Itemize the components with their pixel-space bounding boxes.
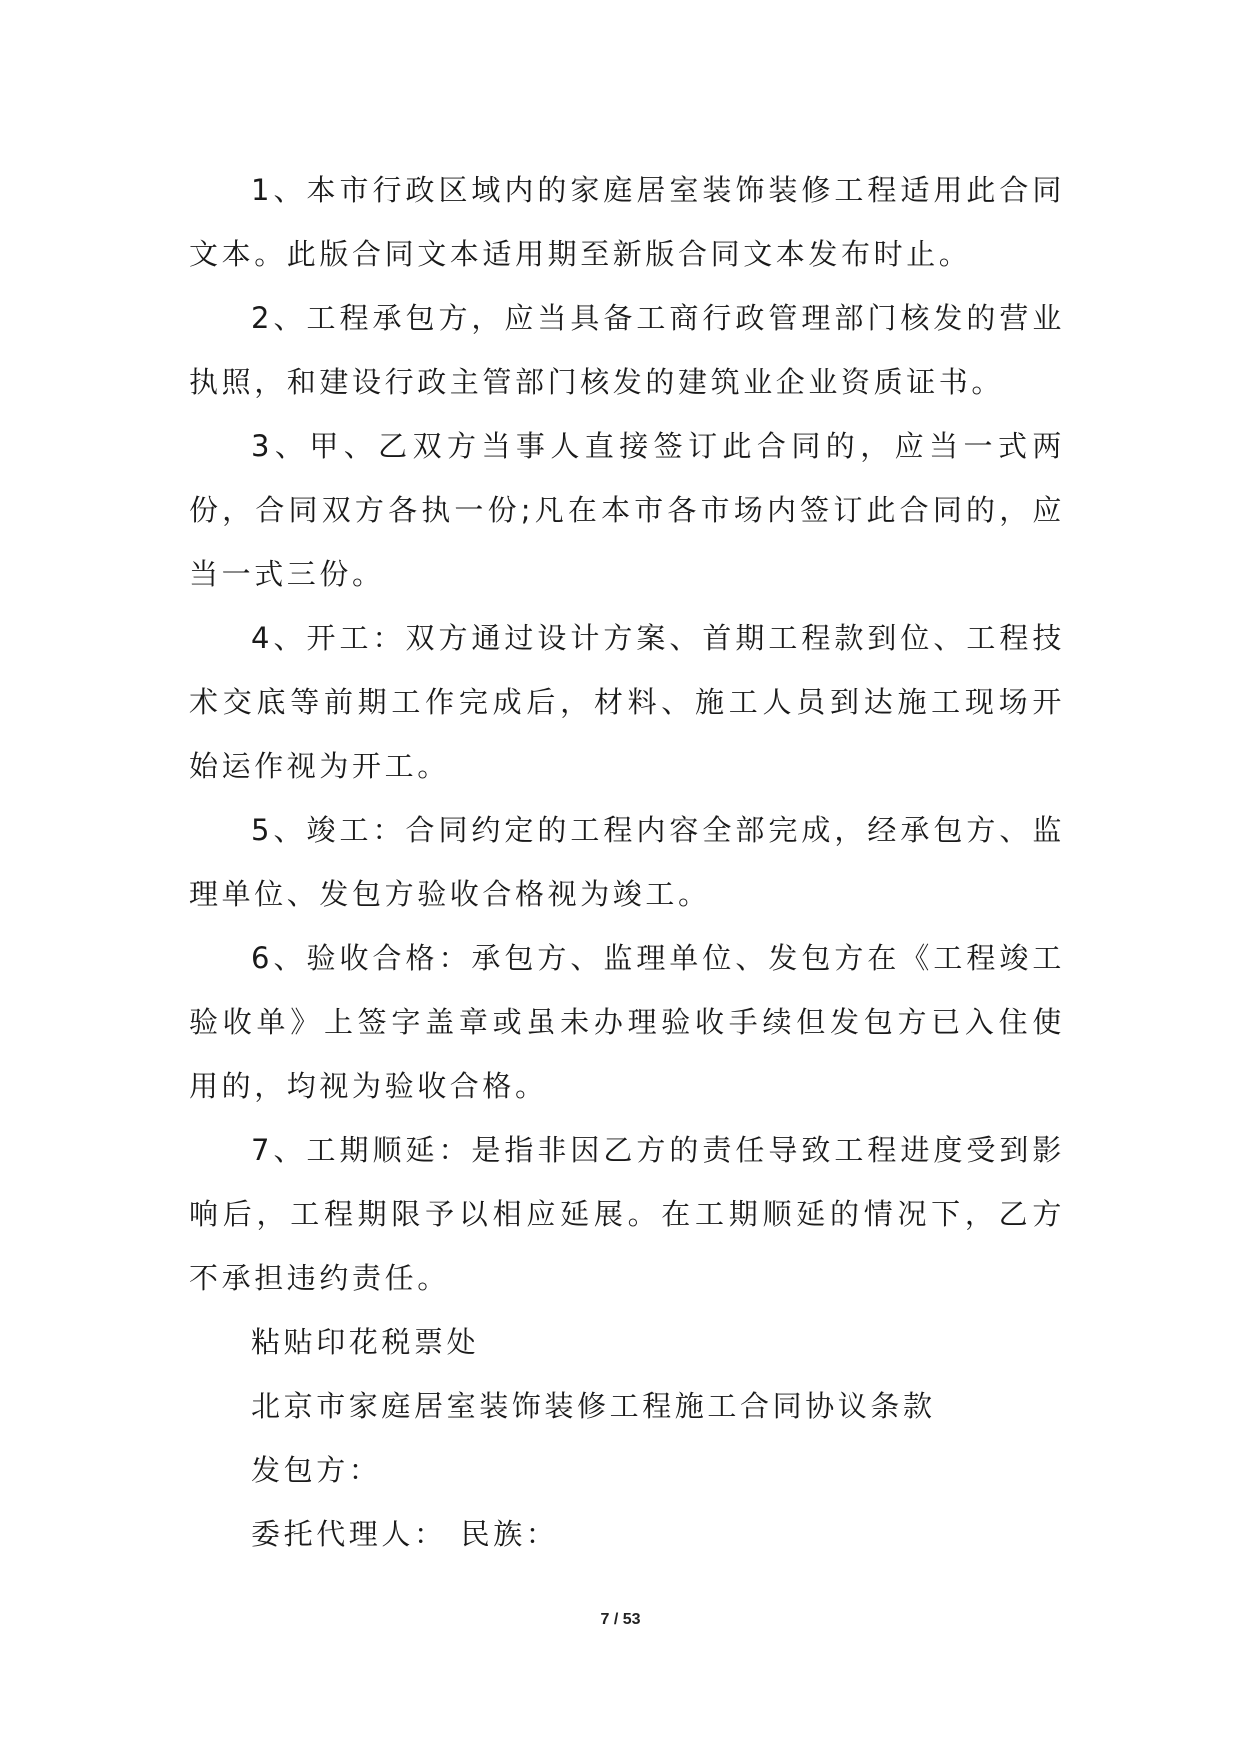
- clause-2: 2、工程承包方，应当具备工商行政管理部门核发的营业执照，和建设行政主管部门核发的建筑业企业资质证书。: [189, 301, 1065, 399]
- agent-label: 委托代理人：: [251, 1517, 447, 1551]
- clause-6: 6、验收合格：承包方、监理单位、发包方在《工程竣工验收单》上签字盖章或虽未办理验收手续但发包方已入住使用的，均视为验收合格。: [189, 941, 1065, 1103]
- clause-3: 3、甲、乙双方当事人直接签订此合同的，应当一式两份，合同双方各执一份;凡在本市各市场内签订此合同的，应当一式三份。: [189, 429, 1065, 591]
- stamp-note: 粘贴印花税票处: [251, 1325, 480, 1359]
- clause-5: 5、竣工：合同约定的工程内容全部完成，经承包方、监理单位、发包方验收合格视为竣工。: [189, 813, 1065, 911]
- clause-7: 7、工期顺延：是指非因乙方的责任导致工程进度受到影响后，工程期限予以相应延展。在工期顺延的情况下，乙方不承担违约责任。: [189, 1133, 1065, 1295]
- agreement-title: 北京市家庭居室装饰装修工程施工合同协议条款: [251, 1389, 936, 1423]
- page-indicator: 7 / 53: [600, 1611, 641, 1628]
- ethnicity-label: 民族：: [460, 1517, 559, 1551]
- client-label: 发包方：: [251, 1453, 382, 1487]
- clause-4: 4、开工：双方通过设计方案、首期工程款到位、工程技术交底等前期工作完成后，材料、施工人员到达施工现场开始运作视为开工。: [189, 621, 1065, 783]
- clause-1: 1、本市行政区域内的家庭居室装饰装修工程适用此合同文本。此版合同文本适用期至新版合同文本发布时止。: [189, 173, 1065, 271]
- document-body: [189, 158, 1065, 1566]
- agent-line: [189, 1502, 1065, 1566]
